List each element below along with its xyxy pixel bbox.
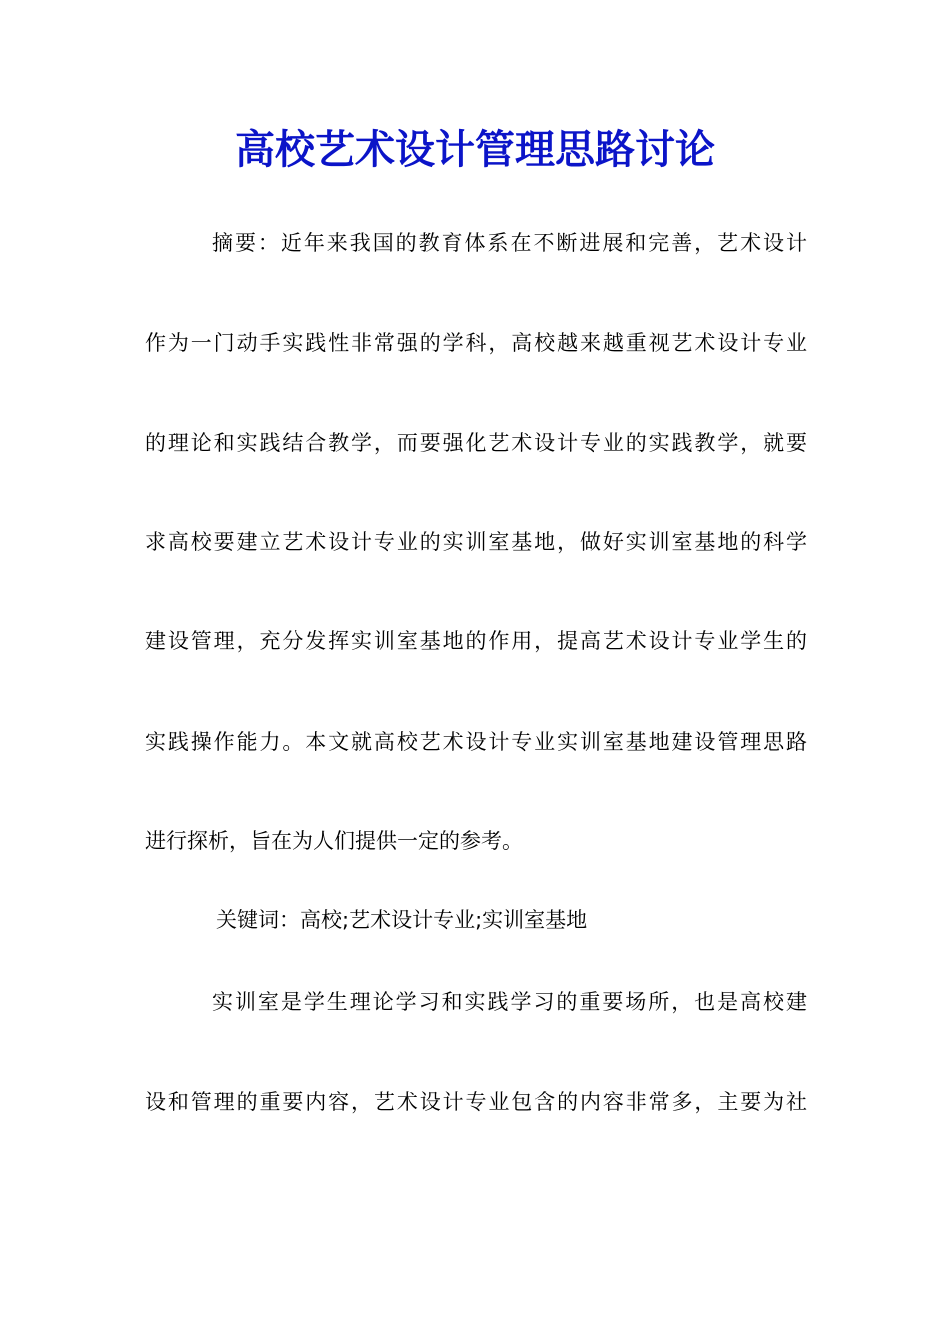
body-line: 实训室是学生理论学习和实践学习的重要场所，也是高校建 — [212, 990, 807, 1014]
keywords-line: 关键词：高校;艺术设计专业;实训室基地 — [216, 908, 588, 932]
document-title: 高校艺术设计管理思路讨论 — [235, 126, 715, 173]
abstract-line: 摘要：近年来我国的教育体系在不断进展和完善，艺术设计 — [212, 231, 807, 255]
abstract-line: 作为一门动手实践性非常强的学科，高校越来越重视艺术设计专业 — [145, 331, 807, 355]
abstract-line: 实践操作能力。本文就高校艺术设计专业实训室基地建设管理思路 — [145, 730, 807, 754]
abstract-line: 的理论和实践结合教学，而要强化艺术设计专业的实践教学，就要 — [145, 431, 807, 455]
abstract-line: 求高校要建立艺术设计专业的实训室基地，做好实训室基地的科学 — [145, 530, 807, 554]
abstract-line: 建设管理，充分发挥实训室基地的作用，提高艺术设计专业学生的 — [145, 629, 807, 653]
body-line: 设和管理的重要内容，艺术设计专业包含的内容非常多，主要为社 — [145, 1090, 807, 1114]
abstract-line: 进行探析，旨在为人们提供一定的参考。 — [145, 829, 523, 853]
